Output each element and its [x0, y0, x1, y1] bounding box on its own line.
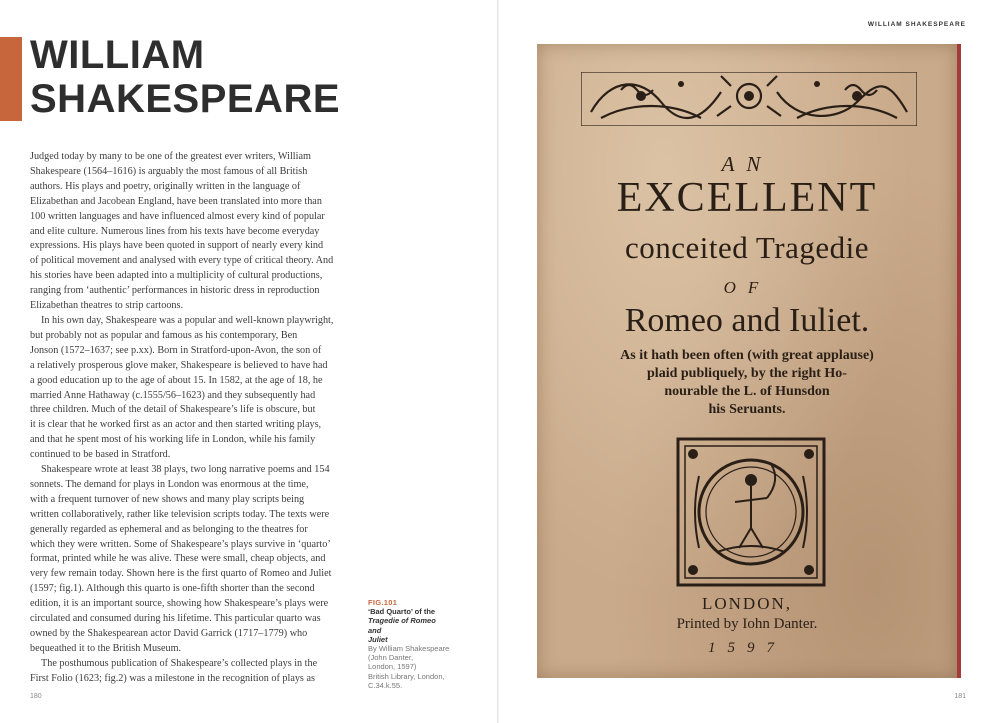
body-line: sonnets. The demand for plays in London was enormous at the time,	[30, 478, 309, 490]
caption-title-line: Tragedie of Romeo and	[368, 616, 436, 635]
body-line: edition, it is an important source, showing how Shakespeare’s plays were	[30, 598, 329, 610]
book-line-romeo: Romeo and Iuliet.	[624, 302, 870, 339]
caption-line: C.34.k.55.	[368, 680, 403, 690]
book-line-applause-3: nourable the L. of Hunsdon	[664, 384, 830, 399]
body-line: ranging from ‘authentic’ performances in historic dress in reproduction	[30, 285, 320, 297]
body-line: but probably not as popular and famous as his contemporary, Ben	[30, 329, 298, 341]
book-line-an: AN	[721, 152, 773, 176]
printers-device-icon	[675, 436, 827, 588]
body-line: three children. Much of the detail of Shakespeare’s life is obscure, but	[30, 404, 316, 416]
body-line: written collaboratively, rather like television scripts today. The texts were	[30, 508, 330, 520]
body-line: a relatively prosperous glove maker, Shakespeare is believed to have had	[30, 359, 328, 371]
page-number-right: 181	[954, 693, 966, 700]
body-line: his stories have been adapted into a multiplicity of cultural productions,	[30, 270, 323, 282]
body-line: 100 written languages and have influenced almost every kind of popular	[30, 210, 325, 222]
caption-title-line: Juliet	[368, 634, 388, 644]
body-line: expressions. His plays have been quoted in support of nearly every kind	[30, 240, 324, 252]
body-line: First Folio (1623; fig.2) was a milestone in the recognition of plays as	[30, 672, 315, 684]
body-line: (1597; fig.1). Although this quarto is one-fifth shorter than the second	[30, 583, 315, 595]
book-line-conceited: conceited Tragedie	[624, 230, 869, 265]
book-line-printer: Printed by Iohn Danter.	[676, 616, 818, 632]
body-line: and that he spent most of his working life in London, while his family	[30, 434, 316, 446]
page-title	[30, 33, 340, 121]
caption-line: British Library, London,	[368, 671, 445, 681]
running-head: WILLIAM SHAKESPEARE	[867, 21, 966, 28]
page-number-left: 180	[30, 693, 42, 700]
book-line-of: OF	[723, 278, 771, 297]
book-line-london: LONDON,	[701, 594, 793, 613]
body-line: generally regarded as ephemeral and as belonging to the theatres for	[30, 523, 308, 535]
body-line: bequeathed it to the British Museum.	[30, 642, 182, 654]
body-line: a good education up to the age of about 15. In 1582, at the age of 18, he	[30, 374, 323, 386]
body-line: Shakespeare wrote at least 38 plays, two long narrative poems and 154	[41, 464, 330, 476]
body-line: with a frequent turnover of new shows and many play scripts being	[30, 493, 305, 505]
body-line: The posthumous publication of Shakespeare’s collected plays in the	[41, 657, 318, 669]
body-line: circulated and consumed during his lifetime. This particular quarto was	[30, 613, 321, 625]
caption-title-line: ‘Bad Quarto’ of the	[368, 607, 436, 617]
book-line-applause-1: As it hath been often (with great applause)	[620, 348, 874, 363]
caption-line: By William Shakespeare	[368, 644, 450, 654]
body-line: very few remain today. Shown here is the first quarto of Romeo and Juliet	[30, 568, 332, 580]
body-line: married Anne Hathaway (c.1555/56–1623) and they subsequently had	[30, 389, 316, 401]
body-line: Elizabethan and Jacobean England, have been translated into more than	[30, 195, 322, 207]
body-line: Judged today by many to be one of the greatest ever writers, William	[30, 151, 311, 162]
body-line: which they were written. Some of Shakespeare’s plays survive in ‘quarto’	[30, 538, 331, 550]
title-line-1: WILLIAM	[30, 33, 205, 77]
caption-fig-number: FIG.101	[368, 598, 398, 607]
body-line: In his own day, Shakespeare was a popular and well-known playwright,	[41, 314, 334, 326]
title-line-2: SHAKESPEARE	[30, 77, 341, 121]
body-line: Shakespeare (1564–1616) is arguably the most famous of all British	[30, 165, 308, 177]
body-line: of political movement and analysed with every type of critical theory. And	[30, 255, 334, 267]
accent-bar	[0, 37, 22, 121]
caption-line: London, 1597)	[368, 662, 417, 672]
book-line-year: 1597	[708, 640, 786, 656]
body-line: it is clear that he worked first as an actor and then started writing plays,	[30, 419, 322, 431]
book-line-applause-4: his Seruants.	[708, 402, 786, 417]
body-line: and elite culture. Numerous lines from his texts have become everyday	[30, 225, 320, 237]
body-text	[30, 150, 345, 687]
book-line-excellent: EXCELLENT	[616, 175, 878, 221]
ornament-band-icon	[581, 72, 917, 126]
body-line: format, printed while he was alive. These were small, cheap objects, and	[30, 553, 326, 565]
figure-caption	[368, 598, 450, 690]
body-line: owned by the Shakespearean actor David Garrick (1717–1779) who	[30, 628, 308, 639]
left-page	[0, 0, 497, 723]
body-line: Elizabethan theatres to strip cartoons.	[30, 300, 184, 312]
body-line: continued to be based in Stratford.	[30, 449, 171, 461]
caption-line: (John Danter,	[368, 653, 414, 663]
body-line: Jonson (1572–1637; see p.xx). Born in Stratford-upon-Avon, the son of	[30, 344, 322, 356]
body-line: authors. His plays and poetry, originally written in the language of	[30, 180, 301, 192]
book-line-applause-2: plaid publiquely, by the right Ho-	[647, 366, 847, 381]
quarto-title-page-image	[537, 44, 961, 678]
